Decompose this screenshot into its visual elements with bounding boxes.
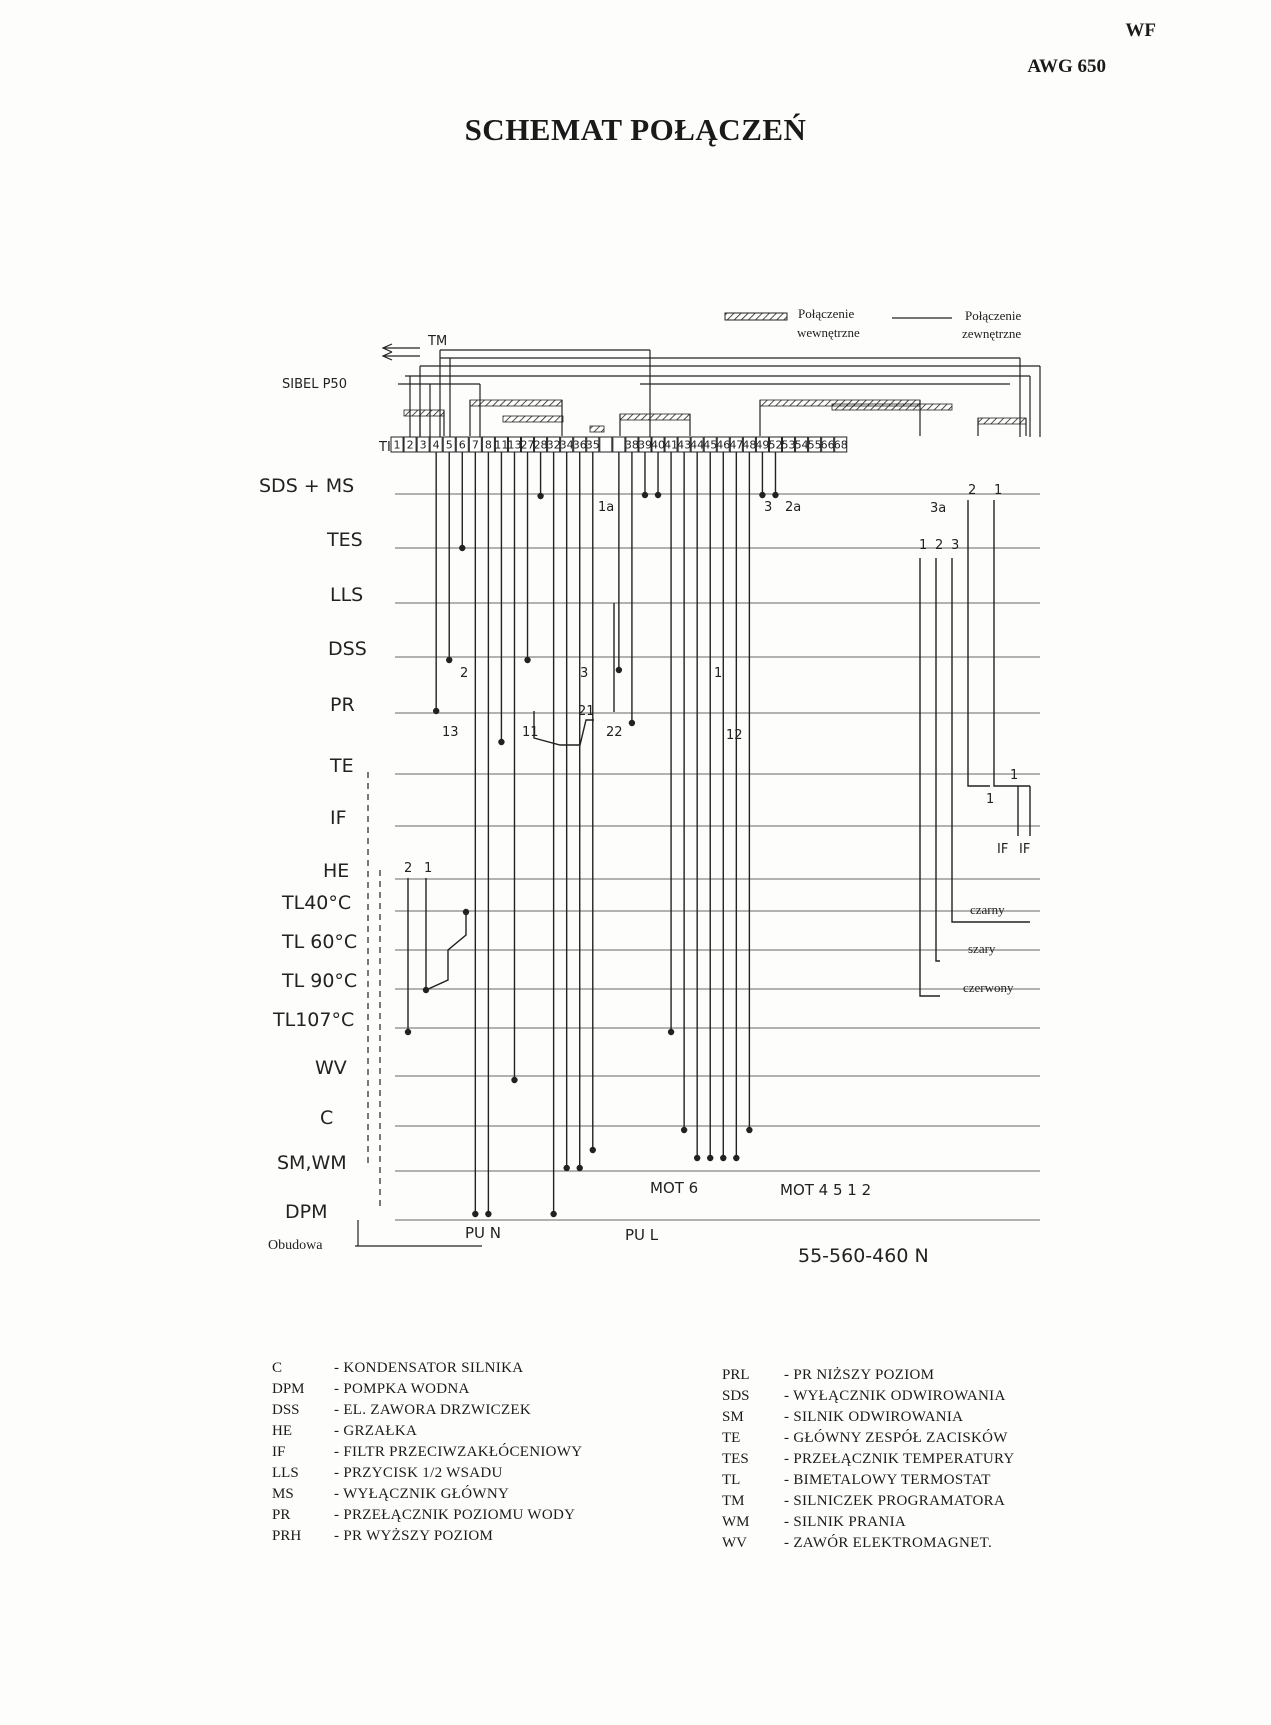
terminal-number: 1 [393, 438, 401, 452]
pin-label-sds-3a: 3a [930, 501, 947, 516]
terminal-number: 2 [406, 438, 414, 452]
pin-label-te-1a: 1 [1010, 768, 1019, 783]
legend-description: - EL. ZAWORA DRZWICZEK [334, 1402, 532, 1418]
legend-row [272, 1442, 582, 1463]
terminal-number: 49 [755, 438, 770, 452]
legend-row [722, 1407, 1015, 1428]
legend-row [272, 1526, 582, 1547]
pin-label-tes-3: 3 [951, 538, 960, 553]
obudowa-label: Obudowa [268, 1238, 323, 1253]
component-rows [259, 475, 1040, 1246]
pin-label-pun: PU N [465, 1224, 502, 1242]
legend-description: - WYŁĄCZNIK GŁÓWNY [334, 1486, 510, 1502]
pin-label-wire-grey: szary [968, 941, 996, 956]
terminal-number: 52 [768, 438, 783, 452]
terminal-number: 40 [651, 438, 666, 452]
key-external-line2: zewnętrzne [962, 326, 1022, 341]
internal-connection-swatch [725, 313, 787, 320]
row-label: SM,WM [277, 1152, 347, 1174]
legend-right [722, 1365, 1015, 1554]
page-title: SCHEMAT POŁĄCZEŃ [464, 112, 807, 147]
terminal-number: 7 [471, 438, 479, 452]
pin-label-sds-1a: 1a [598, 500, 615, 515]
terminal-number: 32 [546, 438, 561, 452]
legend-row [272, 1400, 582, 1421]
legend-code: PR [272, 1507, 291, 1523]
terminal-box [613, 437, 625, 452]
line-type-key [725, 306, 1022, 341]
legend-row [272, 1421, 582, 1442]
pin-label-he-1: 1 [424, 861, 433, 876]
tm-label: TM [428, 334, 448, 349]
legend-code: IF [272, 1444, 286, 1460]
legend-description: - KONDENSATOR SILNIKA [334, 1360, 524, 1376]
legend-code: TL [722, 1472, 741, 1488]
legend-code: PRL [722, 1367, 750, 1383]
terminal-box [600, 437, 612, 452]
legend-code: MS [272, 1486, 294, 1502]
legend-description: - PRZEŁĄCZNIK TEMPERATURY [784, 1451, 1015, 1467]
terminal-number: 35 [585, 438, 600, 452]
pin-label-dss-3: 3 [580, 666, 589, 681]
terminal-strip [391, 437, 848, 452]
legend-code: PRH [272, 1528, 302, 1544]
terminal-number: 55 [807, 438, 822, 452]
row-label: TL107°C [273, 1009, 355, 1031]
terminal-number: 66 [820, 438, 835, 452]
legend-row [272, 1505, 582, 1526]
legend-description: - SILNICZEK PROGRAMATORA [784, 1493, 1006, 1509]
row-label: SDS + MS [259, 475, 355, 497]
terminal-number: 13 [507, 438, 522, 452]
pin-label-pr-13: 13 [442, 725, 459, 740]
terminal-number: 4 [432, 438, 440, 452]
legend-code: LLS [272, 1465, 299, 1481]
row-label: LLS [330, 584, 364, 606]
terminal-number: 6 [458, 438, 466, 452]
row-label: TES [327, 529, 363, 551]
legend-row [272, 1379, 582, 1400]
legend-code: C [272, 1360, 283, 1376]
legend-description: - BIMETALOWY TERMOSTAT [784, 1472, 991, 1488]
pin-label-dss-1: 1 [714, 666, 723, 681]
key-internal-line1: Połączenie [798, 306, 855, 321]
pin-label-sds-2: 2 [968, 483, 977, 498]
terminal-number: 53 [781, 438, 796, 452]
terminal-number: 34 [559, 438, 574, 452]
wires [406, 452, 1031, 1217]
terminal-number: 46 [716, 438, 731, 452]
row-label: WV [315, 1057, 347, 1079]
terminal-number: 38 [624, 438, 639, 452]
row-label: TE [330, 755, 354, 777]
row-label: TL 90°C [282, 970, 358, 992]
legend-row [722, 1428, 1015, 1449]
legend-code: TES [722, 1451, 749, 1467]
legend-code: SM [722, 1409, 744, 1425]
terminal-number: 48 [742, 438, 757, 452]
legend-description: - POMPKA WODNA [334, 1381, 470, 1397]
legend-description: - SILNIK ODWIROWANIA [784, 1409, 964, 1425]
model-code-wf: WF [1125, 20, 1156, 41]
legend-description: - PR NIŻSZY POZIOM [784, 1367, 935, 1383]
pin-label-te-1b: 1 [986, 792, 995, 807]
legend-row [722, 1533, 1015, 1554]
sibel-label: SIBEL P50 [282, 377, 347, 392]
legend-code: DPM [272, 1381, 305, 1397]
terminal-number: 54 [794, 438, 809, 452]
terminal-number: 45 [703, 438, 718, 452]
legend-code: WV [722, 1535, 747, 1551]
row-label: DPM [285, 1201, 328, 1223]
terminal-number: 68 [833, 438, 848, 452]
pin-label-pr-22: 22 [606, 725, 623, 740]
terminal-number: 44 [690, 438, 705, 452]
legend-description: - PRZEŁĄCZNIK POZIOMU WODY [334, 1507, 576, 1523]
terminal-number: 39 [637, 438, 652, 452]
pin-label-sds-3: 3 [764, 500, 773, 515]
legend-code: TE [722, 1430, 741, 1446]
legend-code: HE [272, 1423, 292, 1439]
terminal-number: 41 [664, 438, 679, 452]
pin-label-if-b: IF [1019, 842, 1031, 857]
legend-row [722, 1470, 1015, 1491]
terminal-number: 8 [484, 438, 492, 452]
legend-description: - GRZAŁKA [334, 1423, 418, 1439]
model-code-awg: AWG 650 [1027, 56, 1106, 77]
key-external-line1: Połączenie [965, 308, 1022, 323]
legend-row [272, 1358, 582, 1379]
terminal-number: 28 [533, 438, 548, 452]
pin-label-pr-11: 11 [522, 725, 539, 740]
legend-code: TM [722, 1493, 745, 1509]
legend-description: - WYŁĄCZNIK ODWIROWANIA [784, 1388, 1006, 1404]
row-label: TL 60°C [282, 931, 358, 953]
row-label: PR [330, 694, 355, 716]
legend-description: - ZAWÓR ELEKTROMAGNET. [784, 1535, 993, 1551]
pin-label-pul: PU L [625, 1226, 659, 1244]
terminal-number: 3 [419, 438, 427, 452]
pin-label-tes-1: 1 [919, 538, 928, 553]
pin-label-sds-2a: 2a [785, 500, 802, 515]
legend-description: - GŁÓWNY ZESPÓŁ ZACISKÓW [784, 1430, 1008, 1446]
terminal-number: 11 [494, 438, 509, 452]
pin-label-wire-red: czerwony [963, 980, 1014, 995]
row-label: HE [323, 860, 350, 882]
legend-description: - FILTR PRZECIWZAKŁÓCENIOWY [334, 1444, 583, 1460]
pin-label-if-a: IF [997, 842, 1009, 857]
drawing-number: 55-560-460 N [798, 1245, 929, 1267]
legend-code: SDS [722, 1388, 750, 1404]
pin-label-wire-black: czarny [970, 902, 1005, 917]
terminal-number: 47 [729, 438, 744, 452]
legend-description: - PRZYCISK 1/2 WSADU [334, 1465, 503, 1481]
legend-row [722, 1491, 1015, 1512]
pin-label-tes-2: 2 [935, 538, 944, 553]
bus-lines [398, 350, 1040, 437]
legend-row [722, 1386, 1015, 1407]
legend-description: - SILNIK PRANIA [784, 1514, 906, 1530]
legend-code: DSS [272, 1402, 300, 1418]
legend-row [272, 1463, 582, 1484]
key-internal-line2: wewnętrzne [797, 325, 860, 340]
terminal-number: 5 [445, 438, 453, 452]
legend-row [722, 1365, 1015, 1386]
terminal-number: 36 [572, 438, 587, 452]
pin-label-he-2: 2 [404, 861, 413, 876]
legend-left [272, 1358, 582, 1547]
pin-label-mot6: MOT 6 [650, 1179, 699, 1197]
terminal-number: 27 [520, 438, 535, 452]
row-label: C [320, 1107, 334, 1129]
row-label: IF [330, 807, 347, 829]
legend-row [722, 1449, 1015, 1470]
row-label: TL40°C [282, 892, 352, 914]
ti-label: TI [379, 440, 391, 455]
legend-description: - PR WYŻSZY POZIOM [334, 1528, 494, 1544]
pin-label-sds-1: 1 [994, 483, 1003, 498]
legend-row [722, 1512, 1015, 1533]
pin-label-mot4512: MOT 4 5 1 2 [780, 1181, 872, 1199]
pin-label-pr-21: 21 [578, 704, 595, 719]
legend-row [272, 1484, 582, 1505]
row-label: DSS [328, 638, 367, 660]
terminal-number: 43 [677, 438, 692, 452]
tm-arrows [383, 344, 420, 360]
pin-label-pr-12: 12 [726, 728, 743, 743]
legend-code: WM [722, 1514, 750, 1530]
pin-label-dss-2: 2 [460, 666, 469, 681]
